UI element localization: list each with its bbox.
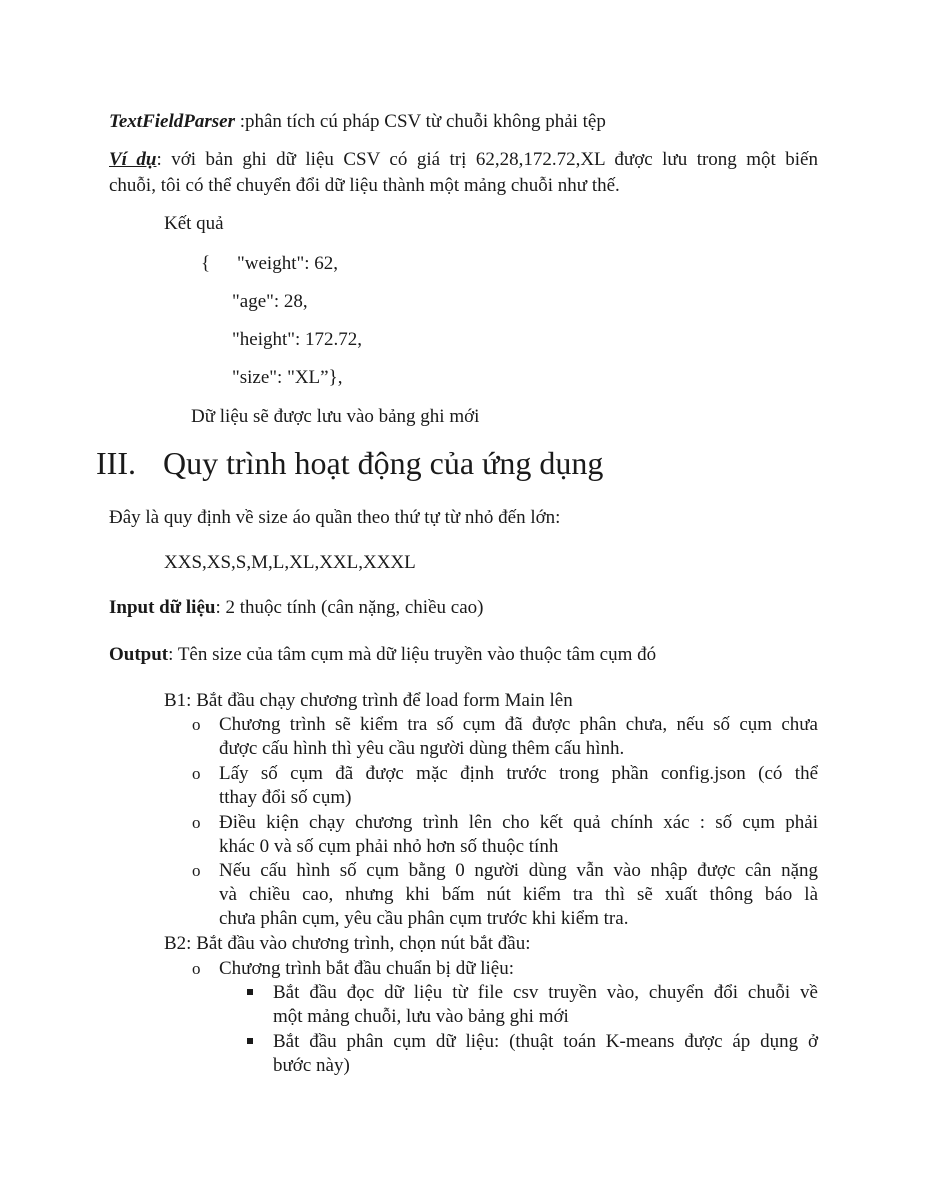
example-line-1 [109, 148, 818, 172]
circle-bullet-icon: o [192, 813, 201, 832]
b2-sub-1-line-2: một mảng chuỗi, lưu vào bảng ghi mới [273, 1006, 569, 1027]
square-bullet-icon [247, 1038, 253, 1044]
code-age: "age": 28, [232, 291, 308, 312]
b2-item-1: Chương trình bắt đầu chuẩn bị dữ liệu: [219, 958, 515, 979]
b1-item-3-line-2: khác 0 và số cụm phải nhỏ hơn số thuộc tính [219, 836, 559, 857]
b1-item-2-line-2: tthay đổi số cụm) [219, 787, 352, 808]
input-label: Input dữ liệu [109, 597, 216, 618]
saved-note: Dữ liệu sẽ được lưu vào bảng ghi mới [191, 406, 480, 427]
term-textfieldparser: TextFieldParser [109, 111, 235, 132]
example-text-1: : với bản ghi dữ liệu CSV có giá trị 62,28,172.72,XL được lưu trong một biến [156, 149, 818, 170]
b1-item-3-line-1: Điều kiện chạy chương trình lên cho kết quả chính xác : số cụm phải [219, 812, 818, 833]
b2-sub-1-line-1: Bắt đầu đọc dữ liệu từ file csv truyền vào, chuyển đổi chuỗi về [273, 982, 818, 1003]
circle-bullet-icon: o [192, 715, 201, 734]
term-description: :phân tích cú pháp CSV từ chuỗi không phải tệp [234, 111, 606, 132]
code-weight: "weight": 62, [237, 253, 339, 274]
step-b2: B2: Bắt đầu vào chương trình, chọn nút bắt đầu: [164, 933, 531, 954]
b1-item-2-line-1: Lấy số cụm đã được mặc định trước trong phần config.json (có thể [219, 763, 818, 784]
b1-item-4-line-2: và chiều cao, nhưng khi bấm nút kiểm tra thì sẽ xuất thông báo là [219, 884, 818, 905]
output-line [109, 643, 656, 667]
result-label: Kết quả [164, 213, 224, 234]
output-label: Output [109, 644, 169, 665]
code-size: "size": "XL”}, [232, 367, 343, 388]
section-title: Quy trình hoạt động của ứng dụng [163, 445, 604, 481]
b1-item-4-line-3: chưa phân cụm, yêu cầu phân cụm trước khi kiểm tra. [219, 908, 629, 929]
sizes-intro: Đây là quy định về size áo quần theo thứ tự từ nhỏ đến lớn: [109, 507, 561, 528]
code-height: "height": 172.72, [232, 329, 363, 350]
circle-bullet-icon: o [192, 861, 201, 880]
circle-bullet-icon: o [192, 764, 201, 783]
example-line-2: chuỗi, tôi có thể chuyển đổi dữ liệu thành một mảng chuỗi như thế. [109, 175, 620, 196]
step-b1: B1: Bắt đầu chạy chương trình để load form Main lên [164, 690, 573, 711]
b2-sub-2-line-1: Bắt đầu phân cụm dữ liệu: (thuật toán K-means được áp dụng ở [273, 1031, 818, 1052]
textfieldparser-line [109, 110, 606, 134]
code-open-brace: { [201, 253, 211, 274]
input-line [109, 596, 483, 620]
section-number: III. [96, 445, 136, 481]
example-label: Ví dụ [109, 149, 157, 170]
b2-sub-2-line-2: bước này) [273, 1055, 350, 1076]
circle-bullet-icon: o [192, 959, 201, 978]
sizes-list: XXS,XS,S,M,L,XL,XXL,XXXL [164, 552, 416, 573]
input-text: : 2 thuộc tính (cân nặng, chiều cao) [215, 597, 484, 618]
output-text: : Tên size của tâm cụm mà dữ liệu truyền vào thuộc tâm cụm đó [168, 644, 657, 665]
b1-item-4-line-1: Nếu cấu hình số cụm bằng 0 người dùng vẫn vào nhập được cân nặng [219, 860, 818, 881]
b1-item-1-line-1: Chương trình sẽ kiểm tra số cụm đã được phân chưa, nếu số cụm chưa [219, 714, 818, 735]
b1-item-1-line-2: được cấu hình thì yêu cầu người dùng thêm cấu hình. [219, 738, 625, 759]
square-bullet-icon [247, 989, 253, 995]
